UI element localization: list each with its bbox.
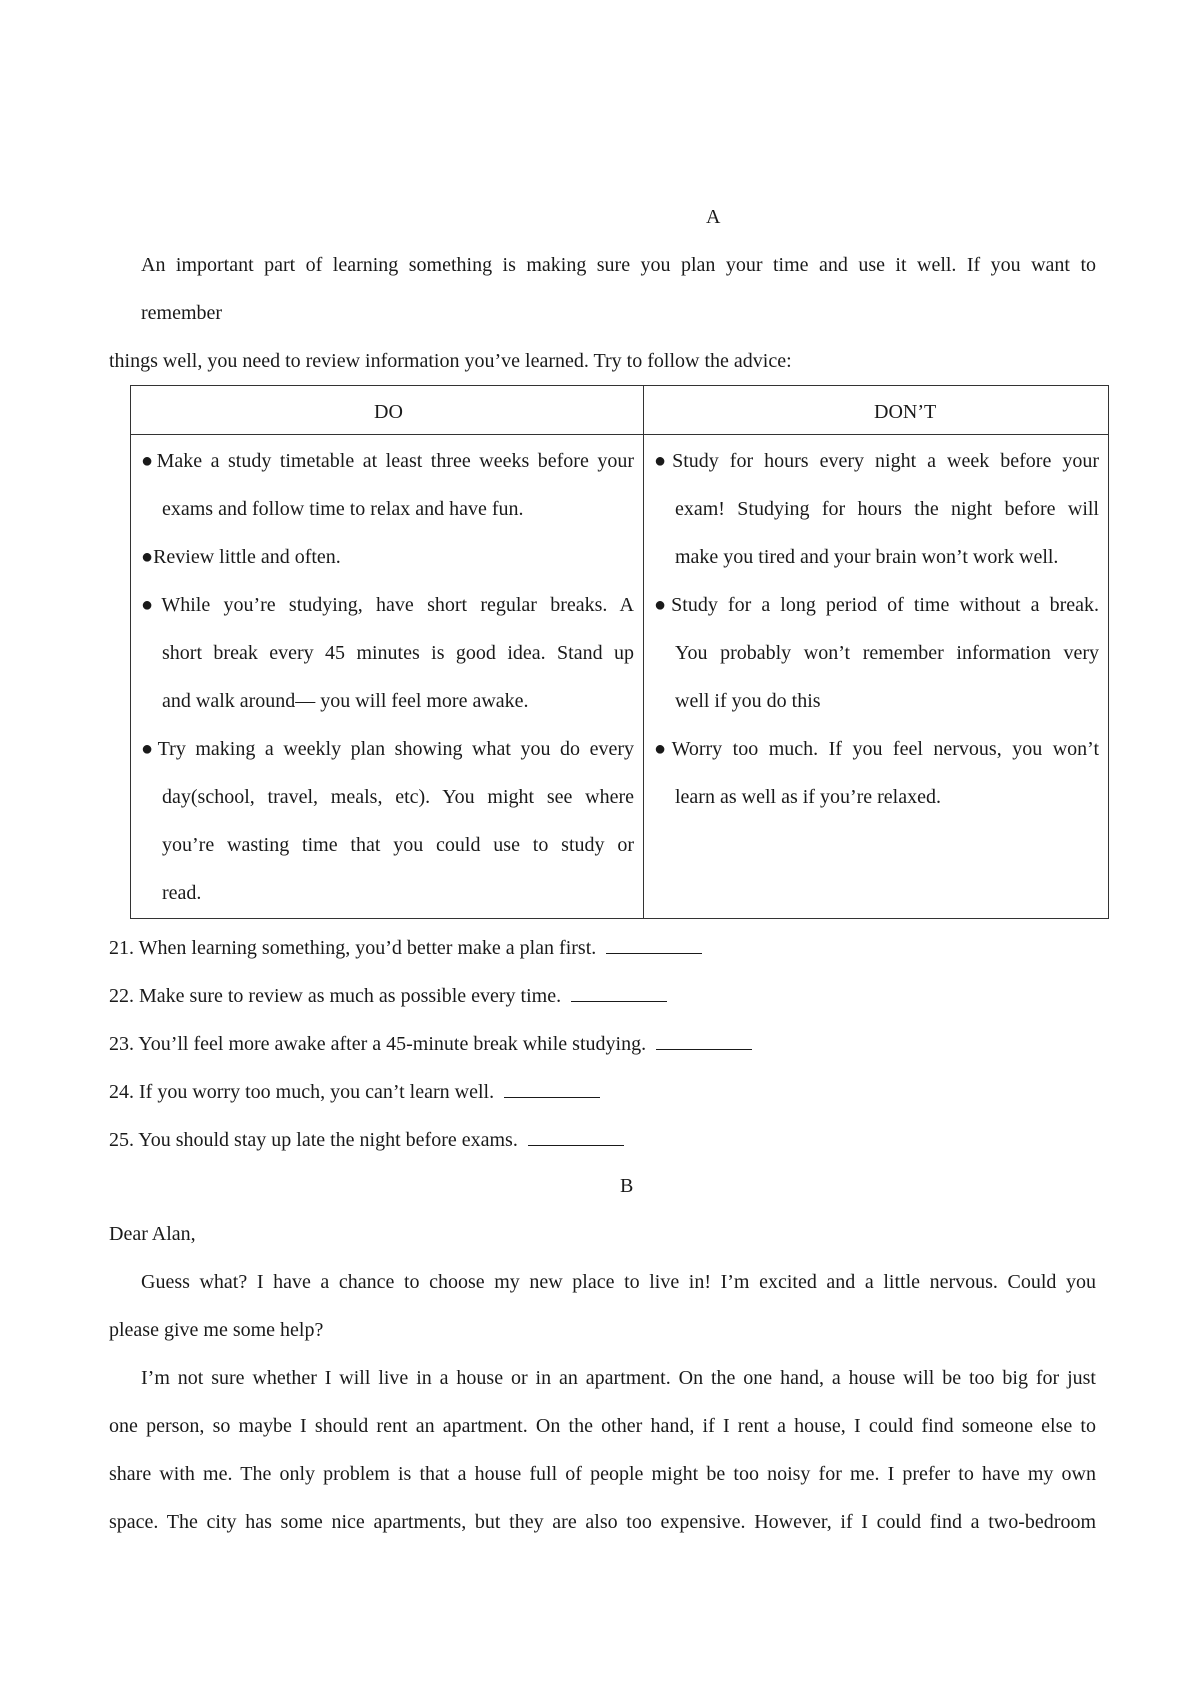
question-text: 22. Make sure to review as much as possible every time. xyxy=(109,985,562,1007)
intro-line-1: An important part of learning something is making sure you plan your time and use it well. If you want to xyxy=(141,254,1096,276)
question-text: 24. If you worry too much, you can’t learn well. xyxy=(109,1081,495,1103)
answer-blank[interactable] xyxy=(571,983,667,1002)
dont-header-cell xyxy=(644,386,1109,435)
answer-blank[interactable] xyxy=(528,1127,624,1146)
letter-p2-line3: share with me. The only problem is that a house full of people might be too noisy for me. I prefer to have my own xyxy=(109,1463,1096,1485)
letter-salutation: Dear Alan, xyxy=(109,1223,196,1245)
dont-line: learn as well as if you’re relaxed. xyxy=(675,786,941,808)
letter-p1-line1: Guess what? I have a chance to choose my new place to live in! I’m excited and a little nervous. Could you xyxy=(141,1271,1096,1293)
dont-line: ●Worry too much. If you feel nervous, you won’t xyxy=(654,738,1099,760)
dont-line: well if you do this xyxy=(675,690,821,712)
question-text: 25. You should stay up late the night before exams. xyxy=(109,1129,518,1151)
letter-p2-line1: I’m not sure whether I will live in a house or in an apartment. On the one hand, a house will be too big for just xyxy=(141,1367,1096,1389)
dont-line: You probably won’t remember information very xyxy=(675,642,1099,664)
do-line: and walk around— you will feel more awake. xyxy=(162,690,529,712)
letter-p1-line2: please give me some help? xyxy=(109,1319,324,1341)
dont-cell xyxy=(644,435,1109,919)
question-text: 23. You’ll feel more awake after a 45-minute break while studying. xyxy=(109,1033,647,1055)
section-a-label: A xyxy=(706,206,721,228)
dont-line: exam! Studying for hours the night before will xyxy=(675,498,1099,520)
answer-blank[interactable] xyxy=(504,1079,600,1098)
do-line: ●While you’re studying, have short regular breaks. A xyxy=(141,594,634,616)
question-text: 21. When learning something, you’d better make a plan first. xyxy=(109,937,597,959)
do-line: you’re wasting time that you could use to study or xyxy=(162,834,634,856)
answer-blank[interactable] xyxy=(656,1031,752,1050)
answer-blank[interactable] xyxy=(606,935,702,954)
section-b-label: B xyxy=(620,1175,634,1197)
question-21 xyxy=(109,935,702,958)
do-line: read. xyxy=(162,882,202,904)
intro-line-2: remember xyxy=(141,302,223,324)
do-header: DO xyxy=(374,401,403,423)
do-line: ●Make a study timetable at least three weeks before your xyxy=(141,450,634,472)
do-line: ●Review little and often. xyxy=(141,546,341,568)
do-header-cell xyxy=(131,386,644,435)
do-line: day(school, travel, meals, etc). You might see where xyxy=(162,786,634,808)
question-24 xyxy=(109,1079,600,1102)
do-cell xyxy=(131,435,644,919)
do-line: exams and follow time to relax and have fun. xyxy=(162,498,524,520)
intro-line-3: things well, you need to review information you’ve learned. Try to follow the advice: xyxy=(109,350,792,372)
dont-line: ●Study for hours every night a week before your xyxy=(654,450,1099,472)
do-line: ●Try making a weekly plan showing what you do every xyxy=(141,738,634,760)
do-line: short break every 45 minutes is good idea. Stand up xyxy=(162,642,634,664)
dont-line: ●Study for a long period of time without a break. xyxy=(654,594,1099,616)
letter-p2-line2: one person, so maybe I should rent an apartment. On the other hand, if I rent a house, I could find someone else to xyxy=(109,1415,1096,1437)
question-23 xyxy=(109,1031,752,1054)
dont-header: DON’T xyxy=(874,401,937,423)
letter-p2-line4: space. The city has some nice apartments, but they are also too expensive. However, if I could find a two-bedroom xyxy=(109,1511,1096,1533)
question-22 xyxy=(109,983,667,1006)
dont-line: make you tired and your brain won’t work well. xyxy=(675,546,1059,568)
advice-table xyxy=(130,385,1109,919)
question-25 xyxy=(109,1127,624,1150)
